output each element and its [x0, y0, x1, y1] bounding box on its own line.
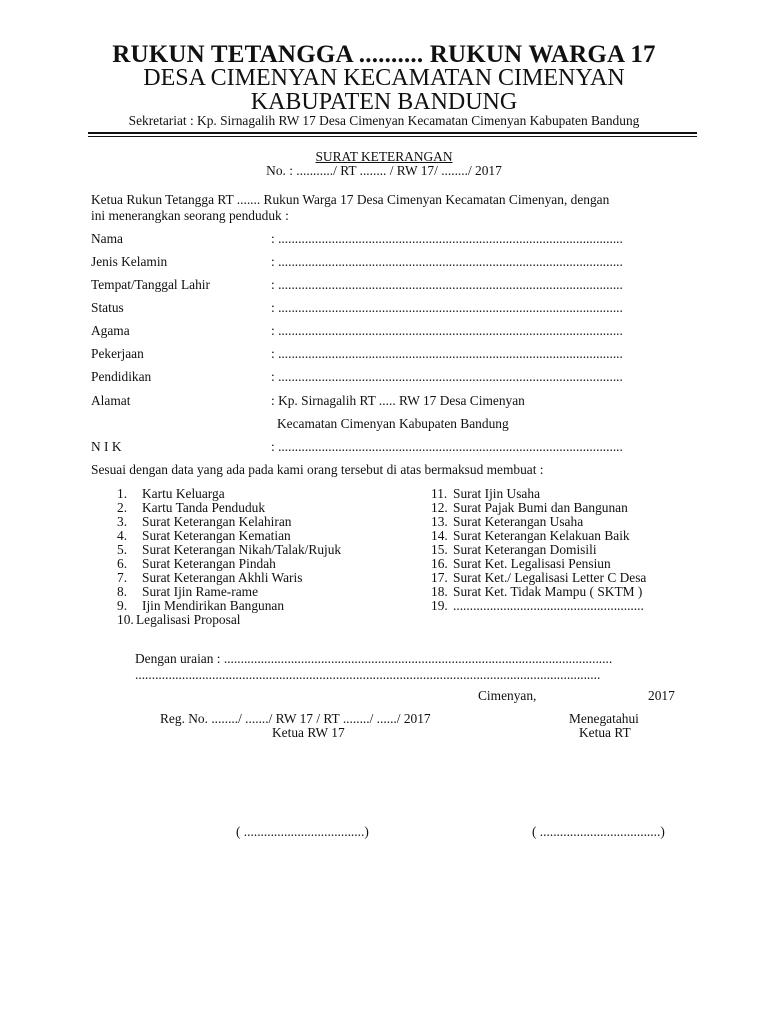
field-value: : .......................................................................................................: [271, 277, 623, 292]
field-label: Alamat: [91, 393, 131, 408]
list-item-number: 7.: [117, 570, 128, 585]
nik-label: N I K: [91, 439, 122, 454]
field-value: : Kp. Sirnagalih RT ..... RW 17 Desa Cimenyan: [271, 393, 525, 408]
acknowledge-label: Menegatahui: [569, 711, 639, 726]
intro-line-2: ini menerangkan seorang penduduk :: [91, 208, 289, 223]
list-item-number: 16.: [431, 556, 448, 571]
list-item: Surat Ijin Rame-rame: [142, 584, 259, 599]
list-item: Surat Ket./ Legalisasi Letter C Desa: [453, 570, 647, 585]
field-value: : .......................................................................................................: [271, 323, 623, 338]
list-item-number: 4.: [117, 528, 128, 543]
document-number: No. : .........../ RT ........ / RW 17/ ......../ 2017: [266, 163, 502, 178]
list-item: Surat Keterangan Kelakuan Baik: [453, 528, 630, 543]
document-title: SURAT KETERANGAN: [315, 149, 453, 164]
list-item-number: 3.: [117, 514, 128, 529]
field-label: Jenis Kelamin: [91, 254, 168, 269]
list-item-number: 5.: [117, 542, 128, 557]
list-item: Surat Ket. Tidak Mampu ( SKTM ): [453, 584, 643, 599]
field-label: Agama: [91, 323, 130, 338]
list-item-number: 2.: [117, 500, 128, 515]
letterhead-line-2: DESA CIMENYAN KECAMATAN CIMENYAN: [143, 65, 625, 91]
letterhead-line-3: KABUPATEN BANDUNG: [250, 89, 518, 115]
list-item-number: 11.: [431, 486, 448, 501]
list-item-number: 18.: [431, 584, 448, 599]
place-label: Cimenyan,: [478, 688, 537, 703]
list-item: Surat Keterangan Nikah/Talak/Rujuk: [142, 542, 342, 557]
list-item-number: 1.: [117, 486, 128, 501]
field-label: Tempat/Tanggal Lahir: [91, 277, 210, 292]
list-item-number: 14.: [431, 528, 448, 543]
list-item: Surat Keterangan Kematian: [142, 528, 291, 543]
list-item-number: 6.: [117, 556, 128, 571]
field-label: Status: [91, 300, 124, 315]
rw-signatory-title: Ketua RW 17: [272, 725, 345, 740]
rt-signatory-title: Ketua RT: [579, 725, 631, 740]
list-item: Surat Ket. Legalisasi Pensiun: [453, 556, 611, 571]
registration-number: Reg. No. ......../ ......./ RW 17 / RT ......../ ....../ 2017: [160, 711, 431, 726]
field-label: Pekerjaan: [91, 346, 144, 361]
date-year: 2017: [648, 688, 675, 703]
list-item-number: 15.: [431, 542, 448, 557]
description-line-2: ...........................................................................................................................................: [135, 667, 601, 682]
list-item-number: 17.: [431, 570, 448, 585]
purpose-intro: Sesuai dengan data yang ada pada kami orang tersebut di atas bermaksud membuat :: [91, 462, 544, 477]
list-item: Surat Ijin Usaha: [453, 486, 541, 501]
list-item: Surat Keterangan Usaha: [453, 514, 584, 529]
field-value: : .......................................................................................................: [271, 369, 623, 384]
address-line-2: Kecamatan Cimenyan Kabupaten Bandung: [277, 416, 509, 431]
list-item: Surat Keterangan Kelahiran: [142, 514, 292, 529]
field-value: : .......................................................................................................: [271, 254, 623, 269]
list-item-number: 9.: [117, 598, 128, 613]
list-item-number: 8.: [117, 584, 128, 599]
intro-line-1: Ketua Rukun Tetangga RT ....... Rukun Warga 17 Desa Cimenyan Kecamatan Cimenyan, dengan: [91, 192, 610, 207]
list-item: Kartu Tanda Penduduk: [142, 500, 266, 515]
rw-signature-name: ( ....................................): [236, 824, 369, 839]
field-value: : .......................................................................................................: [271, 346, 623, 361]
field-value: : .......................................................................................................: [271, 300, 623, 315]
list-item: Surat Pajak Bumi dan Bangunan: [453, 500, 628, 515]
rt-signature-name: ( ....................................): [532, 824, 665, 839]
list-item: Surat Keterangan Akhli Waris: [142, 570, 303, 585]
list-item-number: 13.: [431, 514, 448, 529]
list-item: Legalisasi Proposal: [136, 612, 241, 627]
list-item-number: 12.: [431, 500, 448, 515]
header-rule-thick: [88, 132, 697, 134]
letterhead-line-1: RUKUN TETANGGA .......... RUKUN WARGA 17: [112, 41, 656, 68]
list-item: Surat Keterangan Pindah: [142, 556, 276, 571]
list-item: Kartu Keluarga: [142, 486, 225, 501]
field-label: Nama: [91, 231, 123, 246]
list-item: .........................................................: [453, 598, 644, 613]
nik-value: : .......................................................................................................: [271, 439, 623, 454]
field-value: : .......................................................................................................: [271, 231, 623, 246]
description-line-1: Dengan uraian : ....................................................................................................................: [135, 651, 613, 666]
header-rule-thin: [88, 136, 697, 137]
list-item-number: 10.: [117, 612, 134, 627]
field-label: Pendidikan: [91, 369, 152, 384]
list-item: Ijin Mendirikan Bangunan: [142, 598, 285, 613]
secretariat-address: Sekretariat : Kp. Sirnagalih RW 17 Desa Cimenyan Kecamatan Cimenyan Kabupaten Bandung: [128, 113, 640, 128]
list-item-number: 19.: [431, 598, 448, 613]
list-item: Surat Keterangan Domisili: [453, 542, 597, 557]
